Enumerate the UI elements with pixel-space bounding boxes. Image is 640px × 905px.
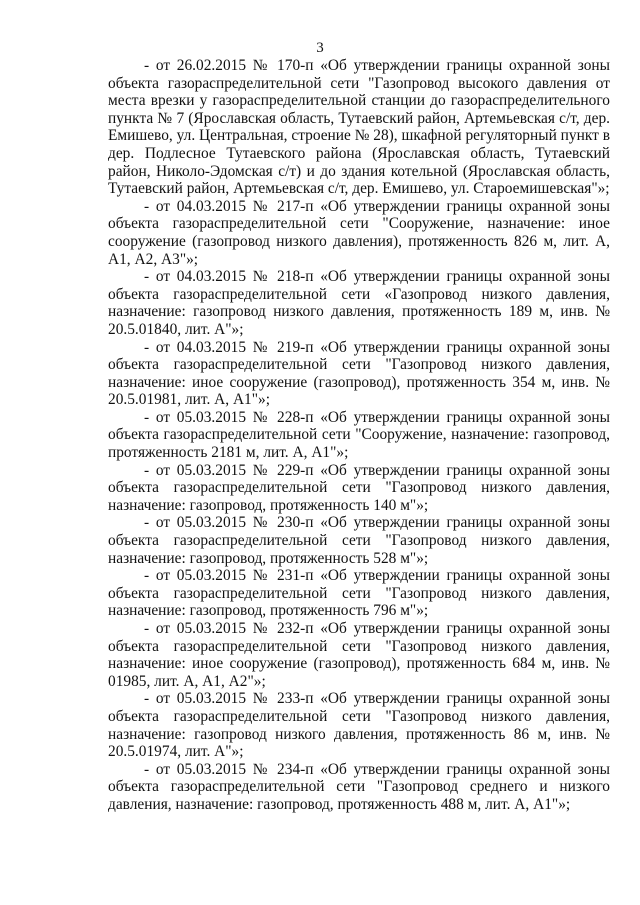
list-item: - от 05.03.2015 № 229-п «Об утверждении границы охранной зоны объекта газораспределительной сети "Газопровод низкого давления, назначение: газопровод, протяженность 140 м"»;	[108, 461, 610, 514]
list-item: - от 05.03.2015 № 234-п «Об утверждении границы охранной зоны объекта газораспределительной сети "Газопровод среднего и низкого давления, назначение: газопровод, протяженность 488 м, лит. А, А1"»;	[108, 760, 610, 813]
list-item: - от 05.03.2015 № 232-п «Об утверждении границы охранной зоны объекта газораспределительной сети "Газопровод низкого давления, назначение: иное сооружение (газопровод), протяженность 684 м, инв. № 01985, лит. А, А1, А2"»;	[108, 620, 610, 690]
page-number: 3	[316, 40, 324, 56]
list-item: - от 05.03.2015 № 233-п «Об утверждении границы охранной зоны объекта газораспределительной сети "Газопровод низкого давления, назначение: газопровод низкого давления, протяженность 86 м, инв. № 20.5.01974, лит. А"»;	[108, 690, 610, 761]
list-item: - от 05.03.2015 № 228-п «Об утверждении границы охранной зоны объекта газораспределительной сети "Сооружение, назначение: газопровод, протяженность 2181 м, лит. А, А1"»;	[108, 408, 610, 462]
document-body	[108, 57, 610, 814]
list-item: - от 05.03.2015 № 231-п «Об утверждении границы охранной зоны объекта газораспределительной сети "Газопровод низкого давления, назначение: газопровод, протяженность 796 м"»;	[108, 567, 610, 620]
list-item: - от 04.03.2015 № 219-п «Об утверждении границы охранной зоны объекта газораспределительной сети "Газопровод низкого давления, назначение: иное сооружение (газопровод), протяженность 354 м, инв. № 20.5.01981, лит. А, А1"»;	[108, 338, 610, 409]
list-item: - от 04.03.2015 № 218-п «Об утверждении границы охранной зоны объекта газораспределительной сети «Газопровод низкого давления, назначение: газопровод низкого давления, протяженность 189 м, инв. № 20.5.01840, лит. А"»;	[108, 268, 610, 338]
list-item: - от 26.02.2015 № 170-п «Об утверждении границы охранной зоны объекта газораспределительной сети "Газопровод высокого давления от места врезки у газораспределительной станции до газораспределительного пункта № 7 (Ярославская область, Тутаевский район, Артемьевская с/т, дер. Емишево, ул. Центральная, строение № 28), шкафной регуляторный пункт в дер. Подлесное Тутаевского района (Ярославская область, Тутаевский район, Николо-Эдомская с/т) и до здания котельной (Ярославская область, Тутаевский район, Артемьевская с/т, дер. Емишево, ул. Староемишевская"»;	[108, 57, 610, 198]
list-item: - от 04.03.2015 № 217-п «Об утверждении границы охранной зоны объекта газораспределительной сети "Сооружение, назначение: иное сооружение (газопровод низкого давления), протяженность 826 м, лит. А, А1, А2, А3"»;	[108, 197, 610, 268]
list-item: - от 05.03.2015 № 230-п «Об утверждении границы охранной зоны объекта газораспределительной сети "Газопровод низкого давления, назначение: газопровод, протяженность 528 м"»;	[108, 514, 610, 567]
